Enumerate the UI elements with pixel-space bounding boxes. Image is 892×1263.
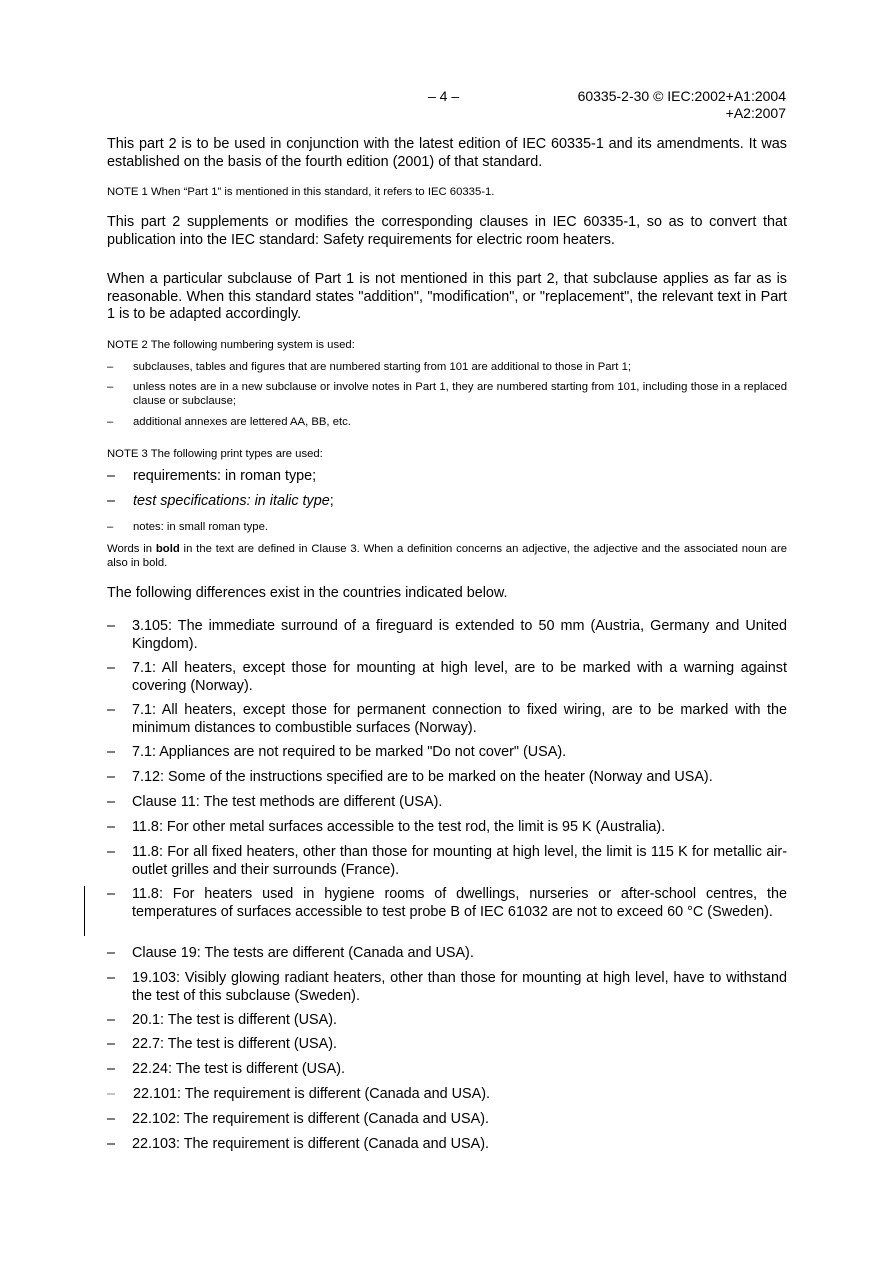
note2-item-1: subclauses, tables and figures that are numbered starting from 101 are additional to those in Part 1; — [133, 361, 631, 373]
bold-post: in the text are defined in Clause 3. When a definition concerns an adjective, the adjective and the associated noun are also in bold. — [107, 543, 787, 569]
print-type-italic-end: ; — [329, 493, 334, 509]
diff-dash: – — [107, 945, 116, 961]
diff-dash: – — [107, 1136, 116, 1152]
bold-word: bold — [155, 543, 180, 555]
diff-dash: – — [107, 819, 116, 835]
diff-dash: – — [107, 1061, 116, 1077]
note2-item-2: unless notes are in a new subclause or involve notes in Part 1, they are numbered starting from 101, including those in a replaced clause or subclause; — [133, 381, 787, 407]
diff-dash: – — [107, 1012, 116, 1028]
bold-pre: Words in — [107, 543, 156, 555]
diff-dash: – — [107, 844, 116, 860]
standard-reference — [546, 88, 786, 122]
list-item: 7.1: Appliances are not required to be marked "Do not cover" (USA). — [132, 744, 567, 760]
list-item: 11.8: For other metal surfaces accessible to the test rod, the limit is 95 K (Australia). — [132, 819, 666, 835]
list-item: Clause 11: The test methods are different (USA). — [132, 794, 443, 810]
list-item: 19.103: Visibly glowing radiant heaters, other than those for mounting at high level, have to withstand the test of this subclause (Sweden). — [132, 970, 787, 1004]
standard-reference-line1: 60335-2-30 © IEC:2002+A1:2004 — [577, 88, 786, 104]
diff-dash: – — [107, 886, 116, 902]
note2-dash-3: – — [107, 416, 114, 428]
print-type-italic — [133, 493, 788, 511]
list-item: 11.8: For heaters used in hygiene rooms of dwellings, nurseries or after-school centres, the temperatures of surfaces accessible to test probe B of IEC 61032 are not to exceed 60 °C (Sweden). — [132, 886, 787, 920]
list-item: 22.24: The test is different (USA). — [132, 1061, 346, 1077]
print-dash-1: – — [107, 468, 116, 484]
list-item: 20.1: The test is different (USA). — [132, 1012, 338, 1028]
note-1: NOTE 1 When “Part 1” is mentioned in this standard, it refers to IEC 60335-1. — [107, 186, 495, 198]
list-item: 3.105: The immediate surround of a fireguard is extended to 50 mm (Austria, Germany and United Kingdom). — [132, 618, 787, 652]
diff-dash: – — [107, 744, 116, 760]
list-item: 22.102: The requirement is different (Canada and USA). — [132, 1111, 490, 1127]
print-dash-3: – — [107, 521, 114, 533]
print-type-notes: notes: in small roman type. — [133, 521, 268, 533]
diff-dash: – — [107, 794, 116, 810]
diff-dash: – — [107, 1111, 116, 1127]
print-dash-2: – — [107, 493, 116, 509]
note-3: NOTE 3 The following print types are used: — [107, 448, 323, 460]
diff-dash: – — [107, 1086, 116, 1102]
diff-dash: – — [107, 702, 116, 718]
note2-item-3: additional annexes are lettered AA, BB, etc. — [133, 416, 351, 428]
diff-dash: – — [107, 660, 116, 676]
diff-dash: – — [107, 618, 116, 634]
list-item: 11.8: For all fixed heaters, other than those for mounting at high level, the limit is 115 K for metallic air-outlet grilles and their surrounds (France). — [132, 844, 787, 878]
note2-dash-1: – — [107, 361, 114, 373]
list-item: 22.101: The requirement is different (Canada and USA). — [133, 1086, 491, 1102]
revision-change-bar — [84, 886, 85, 936]
list-item: 22.103: The requirement is different (Canada and USA). — [132, 1136, 490, 1152]
subclause-paragraph: When a particular subclause of Part 1 is not mentioned in this part 2, that subclause applies as far as is reasonable. When this standard states "addition", "modification", or "replacement", the relevant text in Part 1 is to be adapted accordingly. — [107, 271, 787, 322]
diff-dash: – — [107, 769, 116, 785]
differences-intro: The following differences exist in the countries indicated below. — [107, 585, 508, 601]
diff-dash: – — [107, 1036, 116, 1052]
intro-paragraph: This part 2 is to be used in conjunction with the latest edition of IEC 60335-1 and its amendments. It was established on the basis of the fourth edition (2001) of that standard. — [107, 136, 787, 170]
list-item: 7.1: All heaters, except those for mounting at high level, are to be marked with a warning against covering (Norway). — [132, 660, 787, 694]
bold-definition-paragraph — [107, 542, 787, 570]
diff-dash: – — [107, 970, 116, 986]
note2-dash-2: – — [107, 381, 114, 393]
page-number: – 4 – — [428, 88, 460, 104]
list-item: 7.12: Some of the instructions specified are to be marked on the heater (Norway and USA). — [132, 769, 713, 785]
print-type-roman: requirements: in roman type; — [133, 468, 317, 484]
list-item: 7.1: All heaters, except those for permanent connection to fixed wiring, are to be marked with the minimum distances to combustible surfaces (Norway). — [132, 702, 787, 736]
standard-reference-line2: +A2:2007 — [725, 105, 786, 121]
list-item: 22.7: The test is different (USA). — [132, 1036, 338, 1052]
note-2: NOTE 2 The following numbering system is used: — [107, 339, 355, 351]
supplement-paragraph: This part 2 supplements or modifies the corresponding clauses in IEC 60335-1, so as to convert that publication into the IEC standard: Safety requirements for electric room heaters. — [107, 214, 787, 248]
list-item: Clause 19: The tests are different (Canada and USA). — [132, 945, 474, 961]
print-type-italic-text: test specifications: in italic type — [133, 493, 330, 509]
